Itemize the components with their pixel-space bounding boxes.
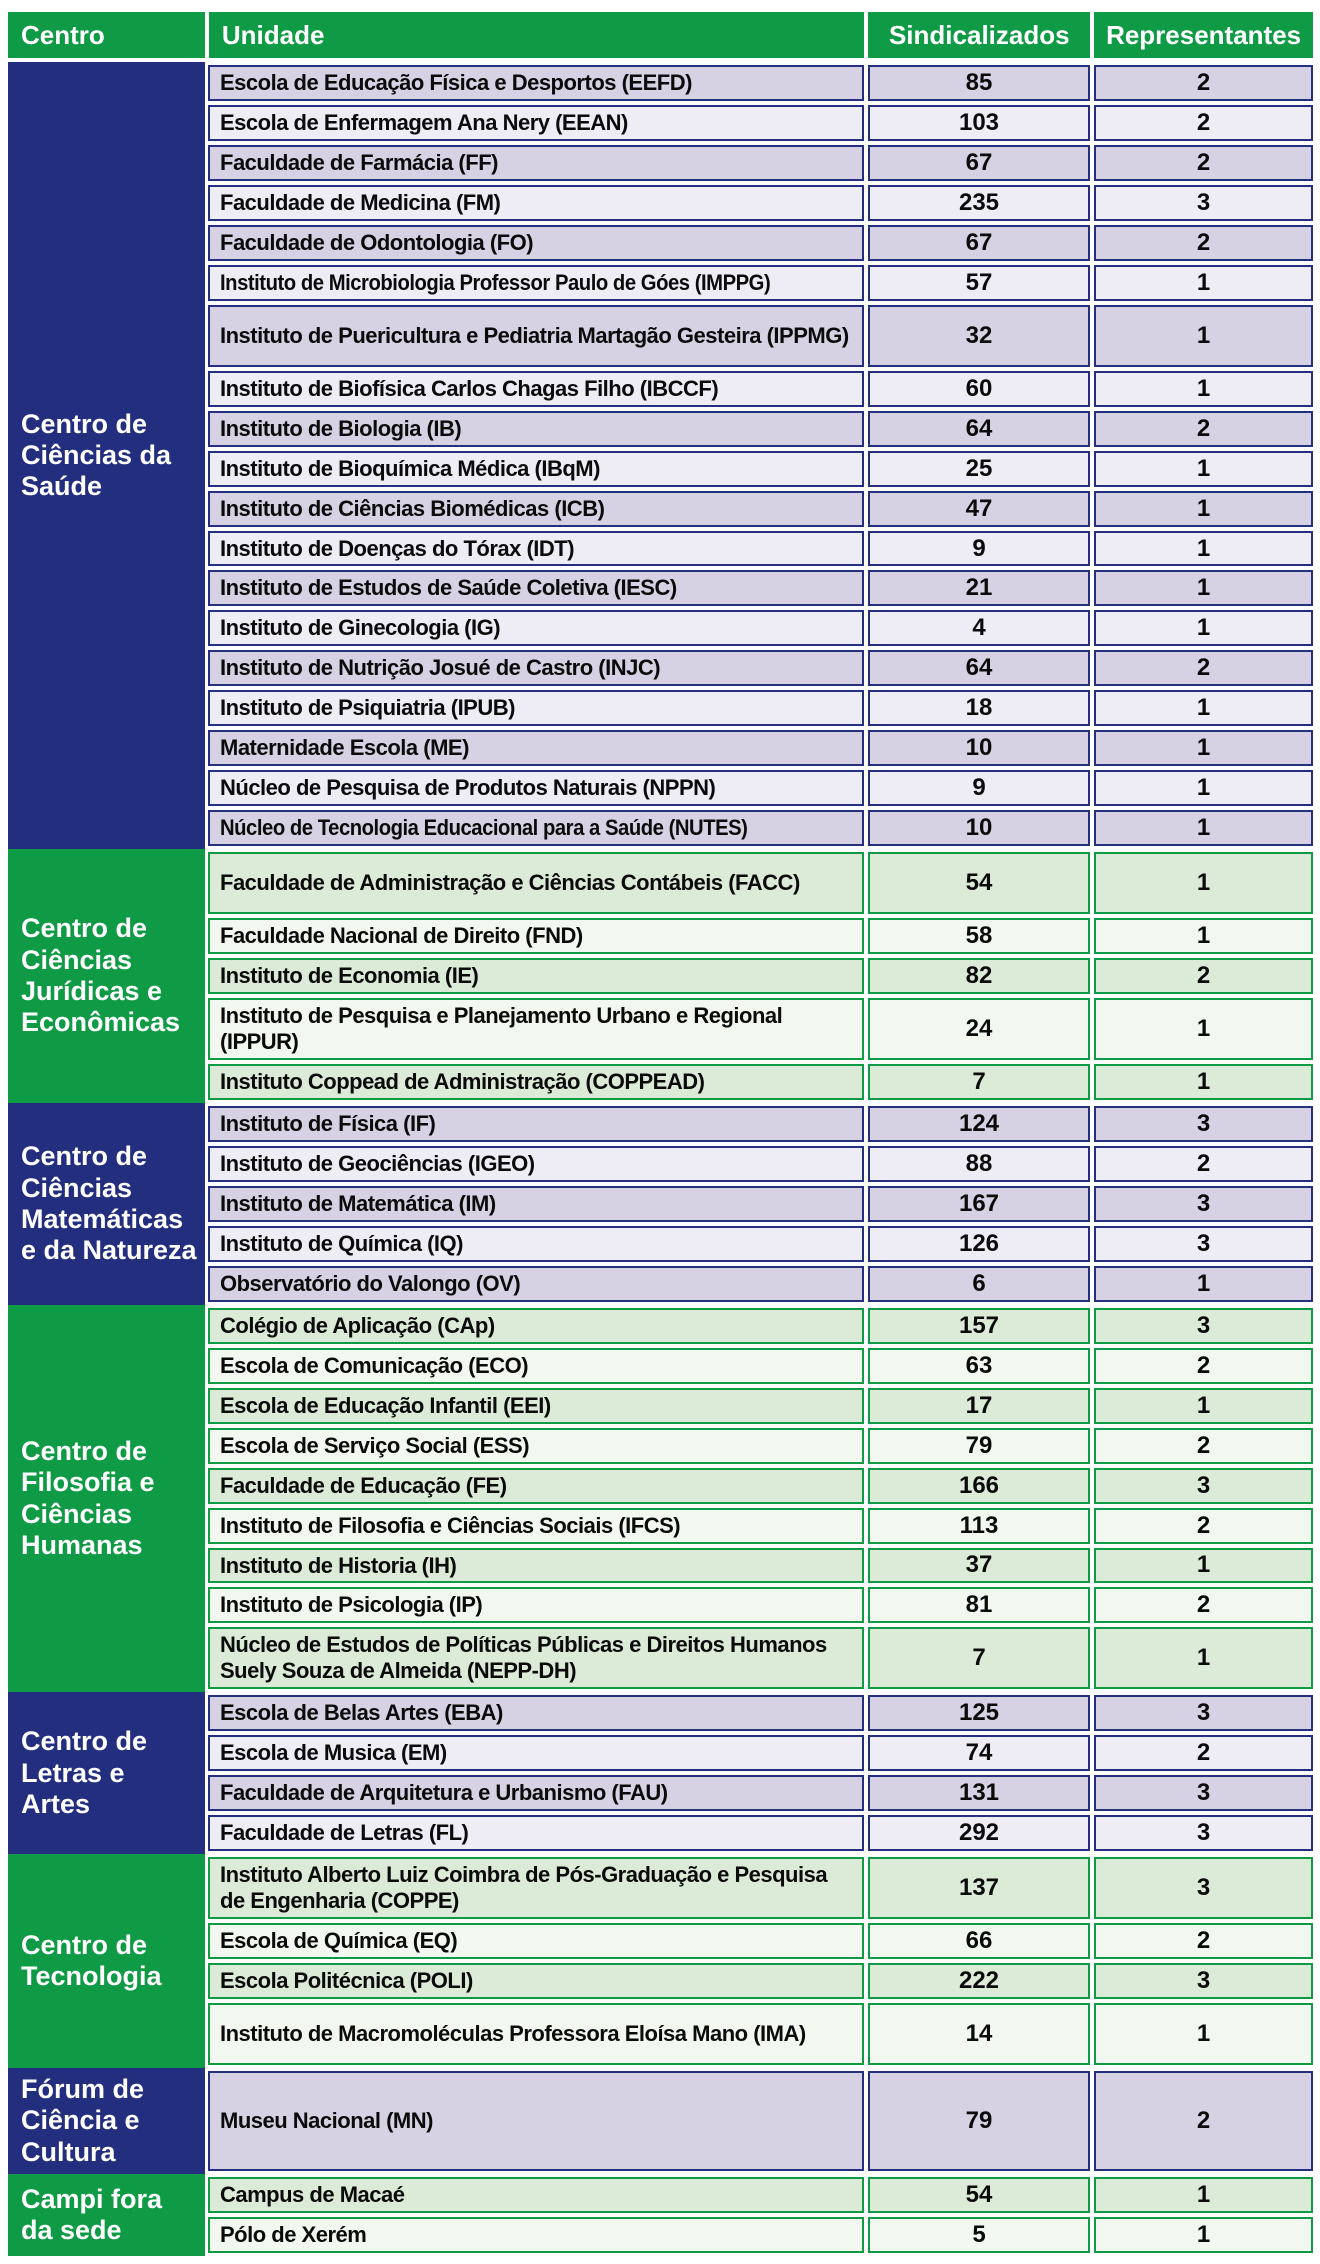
unit-name-text: Instituto Alberto Luiz Coimbra de Pós-Graduação e Pesquisa de Engenharia (COPPE) [220,1862,828,1914]
sindicalizados-cell: 79 [868,2071,1090,2171]
sindicalizados-cell: 60 [868,371,1090,407]
representantes-cell: 3 [1094,1106,1313,1142]
unit-name-text: Escola de Educação Física e Desportos (EEFD) [220,70,692,95]
unit-name-text: Núcleo de Pesquisa de Produtos Naturais (NPPN) [220,775,716,801]
representantes-cell: 1 [1094,852,1313,914]
sindicalizados-cell: 64 [868,650,1090,686]
sindicalizados-cell: 88 [868,1146,1090,1182]
unit-name-cell [208,1857,864,1919]
unit-name-cell [208,1266,864,1302]
unit-name-text: Museu Nacional (MN) [220,2108,433,2134]
unit-name-cell [208,1735,864,1771]
unit-name-text: Escola Politécnica (POLI) [220,1968,473,1994]
unit-name-cell [208,1064,864,1100]
sindicalizados-cell: 81 [868,1587,1090,1623]
unit-row [208,411,1313,447]
unit-row [208,371,1313,407]
unit-name-text: Campus de Macaé [220,2182,405,2208]
representantes-cell: 2 [1094,2071,1313,2171]
unit-name-text: Escola de Belas Artes (EBA) [220,1700,503,1726]
sindicalizados-cell: 124 [868,1106,1090,1142]
unit-row [208,145,1313,181]
unit-name-cell [208,185,864,221]
header-centro: Centro [8,12,205,58]
unit-name-cell [208,958,864,994]
representantes-cell: 2 [1094,958,1313,994]
representantes-cell: 1 [1094,570,1313,606]
unit-name-cell [208,65,864,101]
representantes-cell: 1 [1094,690,1313,726]
unit-rows [208,849,1313,1103]
representantes-cell: 1 [1094,730,1313,766]
sindicalizados-cell: 67 [868,225,1090,261]
unit-name-cell [208,1815,864,1851]
unit-name-text: Faculdade de Arquitetura e Urbanismo (FAU) [220,1780,668,1806]
unit-row [208,810,1313,846]
unit-name-text: Faculdade de Letras (FL) [220,1820,469,1846]
unit-row [208,1548,1313,1584]
unit-name-text: Faculdade de Administração e Ciências Contábeis (FACC) [220,870,800,896]
unit-row [208,770,1313,806]
sindicalizados-cell: 235 [868,185,1090,221]
unit-name-cell [208,570,864,606]
center-label: Centro de Letras e Artes [8,1692,205,1854]
sindicalizados-cell: 67 [868,145,1090,181]
sindicalizados-cell: 157 [868,1308,1090,1344]
representantes-cell: 2 [1094,225,1313,261]
unit-name-text: Instituto de Física (IF) [220,1111,436,1137]
unit-rows [208,2174,1313,2256]
representantes-cell: 3 [1094,1857,1313,1919]
representantes-cell: 1 [1094,998,1313,1060]
unit-name-cell [208,1695,864,1731]
representantes-cell: 1 [1094,1388,1313,1424]
unit-name-text: Maternidade Escola (ME) [220,735,469,761]
unit-row [208,2071,1313,2171]
sindicalizados-cell: 103 [868,105,1090,141]
unit-row [208,531,1313,567]
representantes-cell: 3 [1094,1775,1313,1811]
representantes-cell: 1 [1094,770,1313,806]
unit-name-text: Escola de Serviço Social (ESS) [220,1432,530,1458]
representantes-cell: 2 [1094,145,1313,181]
unit-name-text: Faculdade de Medicina (FM) [220,189,501,215]
sindicalizados-cell: 10 [868,810,1090,846]
unit-name-cell [208,2071,864,2171]
representantes-cell: 3 [1094,1226,1313,1262]
sindicalizados-cell: 166 [868,1468,1090,1504]
representantes-cell: 2 [1094,1735,1313,1771]
center-group [8,2174,1313,2256]
unit-name-cell [208,411,864,447]
unit-name-cell [208,1468,864,1504]
sindicalizados-cell: 4 [868,610,1090,646]
unit-row [208,1106,1313,1142]
center-group [8,1103,1313,1305]
unit-row [208,451,1313,487]
representantes-cell: 3 [1094,1186,1313,1222]
unit-name-cell [208,305,864,367]
sindicalizados-cell: 9 [868,770,1090,806]
unit-name-text: Instituto de Ginecologia (IG) [220,615,501,641]
sindicalizados-cell: 64 [868,411,1090,447]
unit-row [208,998,1313,1060]
center-label: Centro de Filosofia e Ciências Humanas [8,1305,205,1693]
unit-row [208,65,1313,101]
unit-name-cell [208,730,864,766]
center-label: Fórum de Ciência e Cultura [8,2068,205,2174]
unit-row [208,1735,1313,1771]
unit-name-cell [208,918,864,954]
unit-name-cell [208,1508,864,1544]
representantes-cell: 3 [1094,185,1313,221]
sindicalizados-cell: 25 [868,451,1090,487]
unit-name-text: Núcleo de Tecnologia Educacional para a Saúde (NUTES) [220,815,748,841]
unit-row [208,730,1313,766]
sindicalizados-cell: 18 [868,690,1090,726]
center-label: Centro de Tecnologia [8,1854,205,2068]
unit-name-cell [208,690,864,726]
unit-name-cell [208,1186,864,1222]
sindicalizados-cell: 7 [868,1064,1090,1100]
representantes-cell: 1 [1094,531,1313,567]
unit-name-cell [208,1923,864,1959]
representantes-cell: 1 [1094,371,1313,407]
unit-name-cell [208,371,864,407]
unit-name-cell [208,1428,864,1464]
sindicalizados-cell: 24 [868,998,1090,1060]
unit-row [208,1923,1313,1959]
center-group [8,1854,1313,2068]
unit-name-text: Instituto de Psiquiatria (IPUB) [220,695,515,721]
unit-name-text: Instituto de Biofísica Carlos Chagas Filho (IBCCF) [220,375,719,401]
unit-name-text: Instituto de Puericultura e Pediatria Martagão Gesteira (IPPMG) [220,322,849,348]
table-groups [8,62,1313,2256]
representantes-cell: 3 [1094,1695,1313,1731]
sindicalizados-cell: 126 [868,1226,1090,1262]
sindicalizados-cell: 74 [868,1735,1090,1771]
unit-rows [208,1305,1313,1693]
unit-name-text: Colégio de Aplicação (CAp) [220,1312,495,1338]
sindicalizados-cell: 17 [868,1388,1090,1424]
sindicalizados-cell: 131 [868,1775,1090,1811]
unit-name-text: Instituto de Doenças do Tórax (IDT) [220,535,575,561]
sindicalizados-cell: 58 [868,918,1090,954]
header-sindicalizados: Sindicalizados [868,12,1090,58]
unit-name-cell [208,1627,864,1689]
unit-row [208,1775,1313,1811]
unit-row [208,1064,1313,1100]
representantes-cell: 3 [1094,1468,1313,1504]
unit-name-text: Instituto de Economia (IE) [220,963,479,989]
unit-name-cell [208,650,864,686]
unit-name-text: Instituto de Filosofia e Ciências Sociais (IFCS) [220,1512,681,1538]
unit-name-text: Escola de Musica (EM) [220,1740,447,1766]
unit-name-cell [208,1106,864,1142]
unit-row [208,2177,1313,2213]
center-label: Campi fora da sede [8,2174,205,2256]
unit-name-text: Instituto de Estudos de Saúde Coletiva (IESC) [220,575,677,601]
unit-name-cell [208,810,864,846]
unit-row [208,2217,1313,2253]
representantes-cell: 1 [1094,1548,1313,1584]
unit-name-cell [208,770,864,806]
representantes-cell: 1 [1094,2217,1313,2253]
unit-name-text: Instituto de Historia (IH) [220,1552,457,1578]
unit-name-cell [208,852,864,914]
sindicalizados-cell: 47 [868,491,1090,527]
unit-name-text: Escola de Enfermagem Ana Nery (EEAN) [220,109,628,135]
sindicalizados-cell: 292 [868,1815,1090,1851]
center-group [8,1692,1313,1854]
unit-rows [208,2068,1313,2174]
unit-row [208,105,1313,141]
unit-name-cell [208,2003,864,2065]
unit-row [208,1266,1313,1302]
sindicalizados-cell: 6 [868,1266,1090,1302]
unit-name-cell [208,610,864,646]
center-label: Centro de Ciências da Saúde [8,62,205,849]
sindicalizados-cell: 21 [868,570,1090,606]
union-table [8,12,1313,2256]
representantes-cell: 1 [1094,918,1313,954]
unit-name-cell [208,531,864,567]
unit-row [208,650,1313,686]
sindicalizados-cell: 137 [868,1857,1090,1919]
unit-name-text: Escola de Educação Infantil (EEI) [220,1392,551,1418]
representantes-cell: 2 [1094,1923,1313,1959]
sindicalizados-cell: 5 [868,2217,1090,2253]
unit-row [208,1963,1313,1999]
unit-name-text: Faculdade de Educação (FE) [220,1472,507,1498]
sindicalizados-cell: 79 [868,1428,1090,1464]
unit-name-cell [208,998,864,1060]
unit-name-text: Instituto de Biologia (IB) [220,415,462,441]
unit-name-text: Pólo de Xerém [220,2222,367,2248]
representantes-cell: 3 [1094,1815,1313,1851]
unit-row [208,1468,1313,1504]
unit-row [208,1508,1313,1544]
sindicalizados-cell: 66 [868,1923,1090,1959]
representantes-cell: 2 [1094,411,1313,447]
sindicalizados-cell: 63 [868,1348,1090,1384]
unit-row [208,918,1313,954]
representantes-cell: 1 [1094,451,1313,487]
center-group [8,1305,1313,1693]
unit-name-text: Instituto de Bioquímica Médica (IBqM) [220,455,600,481]
unit-row [208,690,1313,726]
unit-name-cell [208,1226,864,1262]
sindicalizados-cell: 222 [868,1963,1090,1999]
unit-row [208,852,1313,914]
unit-row [208,1388,1313,1424]
sindicalizados-cell: 9 [868,531,1090,567]
unit-row [208,1308,1313,1344]
unit-rows [208,1692,1313,1854]
representantes-cell: 1 [1094,610,1313,646]
header-unidade: Unidade [209,12,865,58]
representantes-cell: 3 [1094,1308,1313,1344]
representantes-cell: 2 [1094,1587,1313,1623]
unit-name-text: Instituto de Nutrição Josué de Castro (INJC) [220,655,661,681]
unit-row [208,1815,1313,1851]
unit-row [208,185,1313,221]
representantes-cell: 1 [1094,2003,1313,2065]
unit-name-cell [208,265,864,301]
representantes-cell: 2 [1094,1348,1313,1384]
unit-row [208,958,1313,994]
unit-name-cell [208,145,864,181]
representantes-cell: 1 [1094,2177,1313,2213]
unit-row [208,1695,1313,1731]
unit-name-text: Núcleo de Estudos de Políticas Públicas e Direitos Humanos Suely Souza de Almeida (NEPP-DH) [220,1632,827,1684]
unit-name-cell [208,2177,864,2213]
unit-row [208,610,1313,646]
sindicalizados-cell: 85 [868,65,1090,101]
unit-name-cell [208,1348,864,1384]
unit-name-text: Escola de Comunicação (ECO) [220,1352,529,1378]
unit-name-cell [208,225,864,261]
unit-name-text: Observatório do Valongo (OV) [220,1270,521,1296]
unit-row [208,1587,1313,1623]
unit-name-text: Instituto de Microbiologia Professor Paulo de Góes (IMPPG) [220,269,771,295]
sindicalizados-cell: 82 [868,958,1090,994]
unit-name-text: Faculdade Nacional de Direito (FND) [220,923,583,949]
unit-name-cell [208,1146,864,1182]
representantes-cell: 2 [1094,65,1313,101]
unit-rows [208,62,1313,849]
sindicalizados-cell: 57 [868,265,1090,301]
unit-name-cell [208,105,864,141]
representantes-cell: 2 [1094,650,1313,686]
sindicalizados-cell: 7 [868,1627,1090,1689]
unit-row [208,265,1313,301]
center-group [8,62,1313,849]
unit-name-text: Instituto de Geociências (IGEO) [220,1150,535,1176]
unit-row [208,491,1313,527]
unit-row [208,225,1313,261]
unit-row [208,1857,1313,1919]
unit-name-text: Instituto de Macromoléculas Professora Eloísa Mano (IMA) [220,2021,806,2047]
unit-name-text: Instituto de Química (IQ) [220,1230,463,1256]
unit-name-cell [208,2217,864,2253]
unit-row [208,1226,1313,1262]
representantes-cell: 1 [1094,1266,1313,1302]
representantes-cell: 2 [1094,1146,1313,1182]
representantes-cell: 2 [1094,1508,1313,1544]
unit-row [208,1146,1313,1182]
unit-name-text: Instituto de Matemática (IM) [220,1190,496,1216]
sindicalizados-cell: 167 [868,1186,1090,1222]
unit-name-cell [208,1548,864,1584]
unit-name-cell [208,491,864,527]
representantes-cell: 2 [1094,1428,1313,1464]
unit-row [208,570,1313,606]
center-label: Centro de Ciências Jurídicas e Econômicas [8,849,205,1103]
unit-row [208,305,1313,367]
representantes-cell: 1 [1094,1627,1313,1689]
unit-name-cell [208,451,864,487]
unit-name-cell [208,1308,864,1344]
unit-row [208,2003,1313,2065]
sindicalizados-cell: 14 [868,2003,1090,2065]
representantes-cell: 1 [1094,491,1313,527]
unit-name-text: Faculdade de Farmácia (FF) [220,149,498,175]
unit-name-cell [208,1775,864,1811]
sindicalizados-cell: 54 [868,852,1090,914]
table-header-row [8,12,1313,58]
representantes-cell: 1 [1094,305,1313,367]
unit-name-text: Instituto de Pesquisa e Planejamento Urbano e Regional (IPPUR) [220,1003,783,1055]
center-group [8,2068,1313,2174]
unit-row [208,1627,1313,1689]
sindicalizados-cell: 54 [868,2177,1090,2213]
center-group [8,849,1313,1103]
sindicalizados-cell: 125 [868,1695,1090,1731]
sindicalizados-cell: 10 [868,730,1090,766]
unit-name-text: Instituto de Psicologia (IP) [220,1592,483,1618]
sindicalizados-cell: 113 [868,1508,1090,1544]
unit-name-text: Faculdade de Odontologia (FO) [220,229,534,255]
unit-row [208,1186,1313,1222]
unit-rows [208,1854,1313,2068]
unit-name-cell [208,1587,864,1623]
representantes-cell: 2 [1094,105,1313,141]
sindicalizados-cell: 37 [868,1548,1090,1584]
unit-name-cell [208,1388,864,1424]
representantes-cell: 1 [1094,1064,1313,1100]
unit-name-cell [208,1963,864,1999]
representantes-cell: 1 [1094,810,1313,846]
unit-name-text: Instituto Coppead de Administração (COPPEAD) [220,1069,705,1095]
header-representantes: Representantes [1094,12,1313,58]
representantes-cell: 1 [1094,265,1313,301]
unit-name-text: Escola de Química (EQ) [220,1928,458,1954]
center-label: Centro de Ciências Matemáticas e da Natureza [8,1103,205,1305]
unit-row [208,1348,1313,1384]
unit-rows [208,1103,1313,1305]
representantes-cell: 3 [1094,1963,1313,1999]
unit-row [208,1428,1313,1464]
unit-name-text: Instituto de Ciências Biomédicas (ICB) [220,495,605,521]
sindicalizados-cell: 32 [868,305,1090,367]
